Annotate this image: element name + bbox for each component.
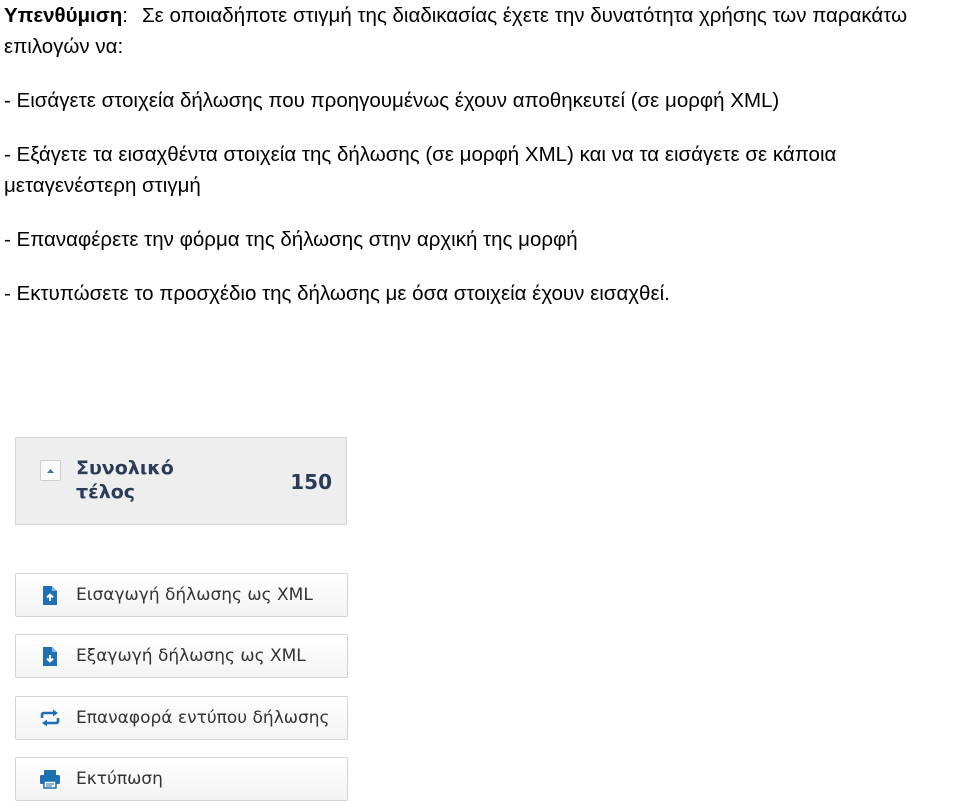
reminder-intro-text: Σε οποιαδήποτε στιγμή της διαδικασίας έχετε την δυνατότητα χρήσης των παρακάτω επιλογών να: bbox=[4, 4, 908, 58]
export-xml-button[interactable] bbox=[15, 634, 348, 678]
export-xml-label: Εξαγωγή δήλωσης ως XML bbox=[76, 646, 306, 666]
reminder-item-export: - Εξάγετε τα εισαχθέντα στοιχεία της δήλωσης (σε μορφή XML) και να τα εισάγετε σε κάποια μεταγενέστερη στιγμή bbox=[4, 143, 837, 197]
import-xml-label: Εισαγωγή δήλωσης ως XML bbox=[76, 585, 313, 605]
file-import-icon bbox=[38, 583, 62, 607]
file-export-icon bbox=[38, 644, 62, 668]
chevron-up-icon bbox=[46, 468, 55, 474]
print-icon bbox=[38, 767, 62, 791]
collapse-button[interactable] bbox=[40, 460, 61, 481]
total-fee-value: 150 bbox=[290, 470, 332, 494]
reset-form-label: Επαναφορά εντύπου δήλωσης bbox=[76, 708, 330, 728]
reset-form-button[interactable] bbox=[15, 696, 348, 740]
reminder-intro bbox=[4, 0, 958, 62]
total-fee-panel bbox=[15, 437, 347, 525]
reminder-colon: : bbox=[122, 4, 128, 27]
reminder-item-import: - Εισάγετε στοιχεία δήλωσης που προηγουμένως έχουν αποθηκευτεί (σε μορφή XML) bbox=[4, 89, 780, 112]
reminder-note bbox=[4, 0, 958, 332]
print-label: Εκτύπωση bbox=[76, 769, 163, 789]
import-xml-button[interactable] bbox=[15, 573, 348, 617]
reminder-item-print: - Εκτυπώσετε το προσχέδιο της δήλωσης με όσα στοιχεία έχουν εισαχθεί. bbox=[4, 282, 670, 305]
refresh-icon bbox=[38, 706, 62, 730]
reminder-item-reset: - Επαναφέρετε την φόρμα της δήλωσης στην αρχική της μορφή bbox=[4, 228, 578, 251]
reminder-label: Υπενθύμιση bbox=[4, 4, 123, 27]
total-fee-label: Συνολικό τέλος bbox=[76, 457, 174, 503]
print-button[interactable] bbox=[15, 757, 348, 801]
